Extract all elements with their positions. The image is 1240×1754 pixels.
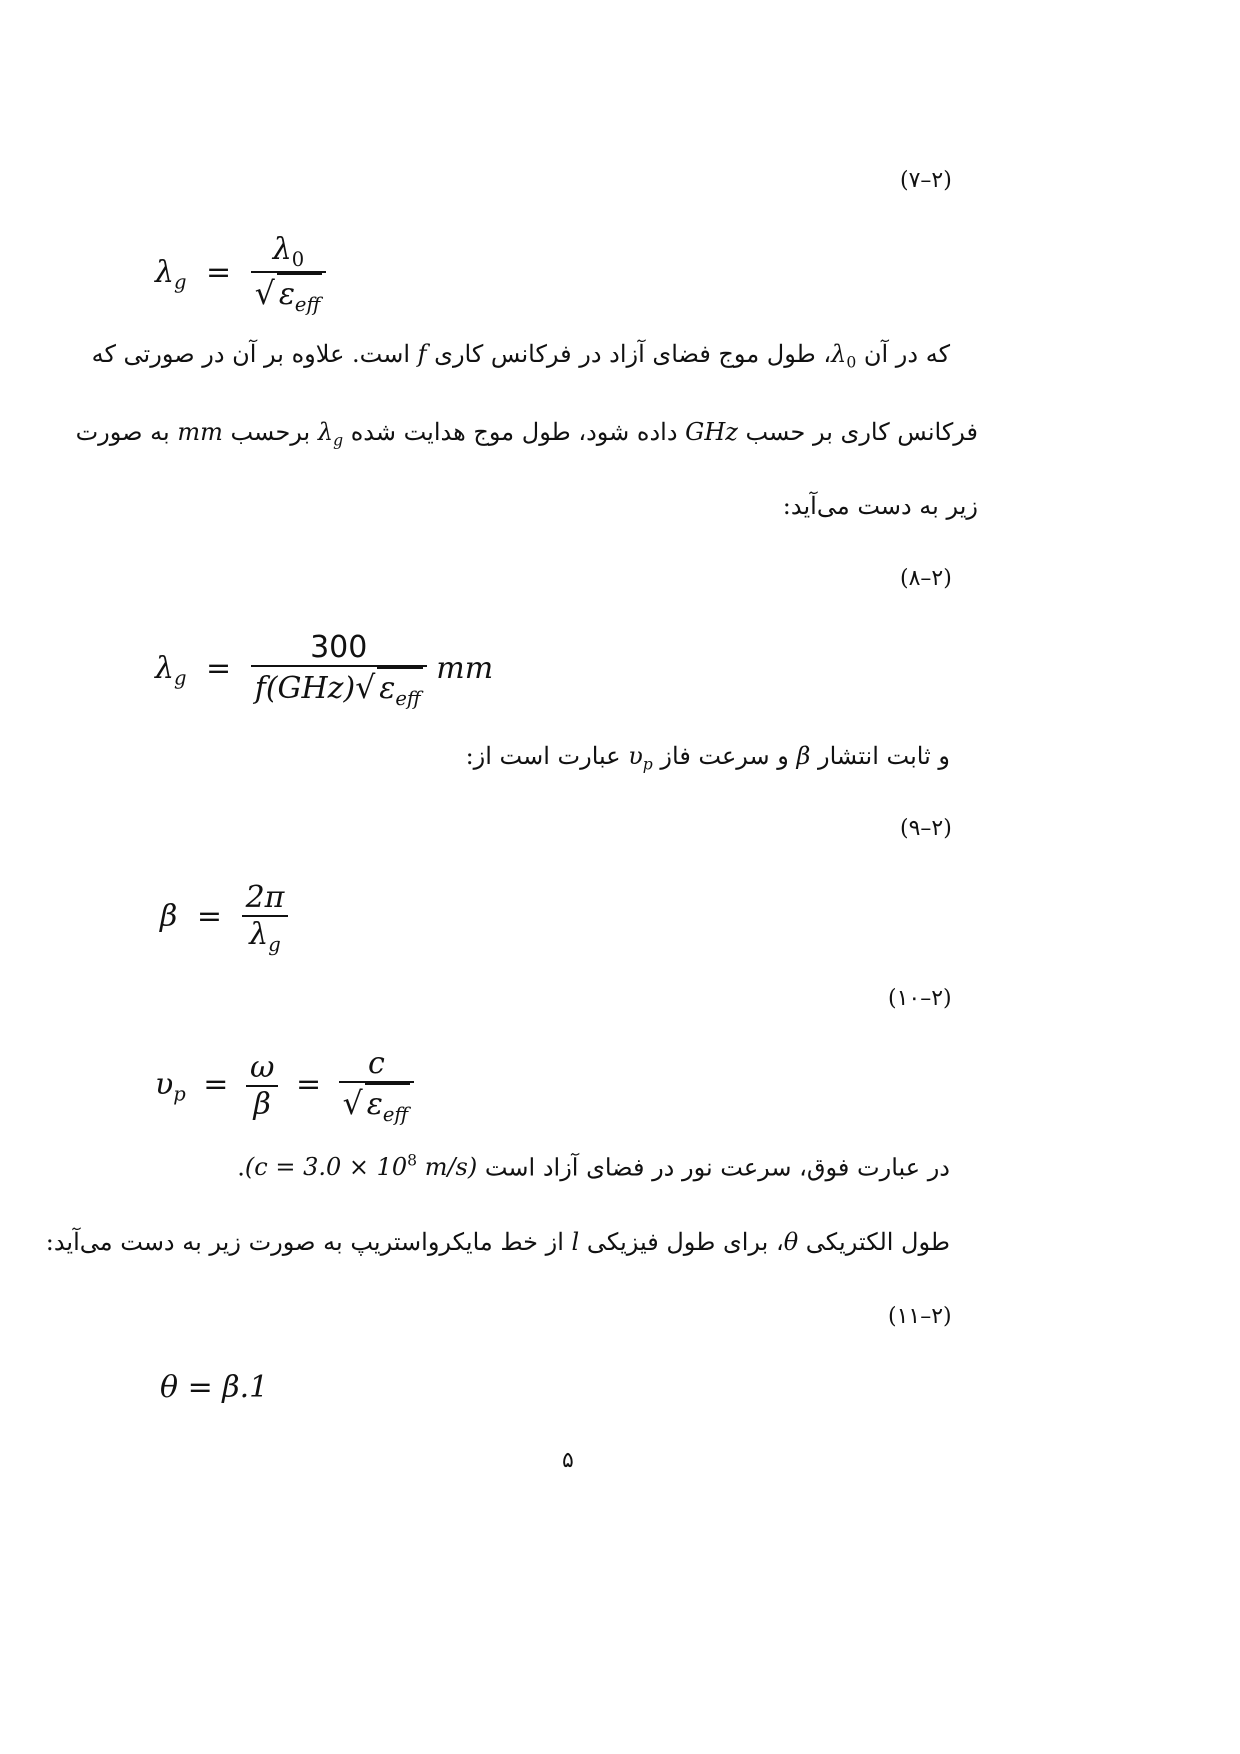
lambda0-sub: 0 <box>846 353 857 372</box>
sqrt-icon: √ <box>254 275 275 312</box>
eq10-num-1: ω <box>246 1050 278 1087</box>
eq10-den-eps-sub: eff <box>382 1102 409 1126</box>
vp-sub: p <box>642 755 653 774</box>
equation-9 <box>160 880 288 956</box>
lambda0-symbol: λ <box>831 340 847 368</box>
c-unit: m/s) <box>417 1153 478 1182</box>
eq8-den-eps-sub: eff <box>395 686 421 710</box>
eq10-fraction-1 <box>246 1050 278 1122</box>
sqrt-icon: √ <box>342 1086 363 1122</box>
eq7-num-sub: 0 <box>291 247 305 271</box>
ghz-symbol: GHz <box>685 418 738 446</box>
lambdag-sub: g <box>333 431 344 450</box>
paragraph-1-line-1 <box>92 340 950 371</box>
text-span: که در آن <box>856 340 950 368</box>
eq9-lhs: β <box>160 898 178 934</box>
vp-symbol: υ <box>628 742 643 770</box>
text-span: . <box>237 1153 245 1182</box>
equation-number-7: (۷–۲) <box>900 168 952 193</box>
eq8-den-a: f(GHz) <box>254 671 356 706</box>
eq8-lhs-sub: g <box>174 666 187 690</box>
page-number: ۵ <box>562 1448 574 1473</box>
eq7-equals: = <box>206 254 232 290</box>
equation-number-11: (۱۱–۲) <box>888 1304 952 1329</box>
text-span: عبارت است از: <box>465 742 629 770</box>
text-span: در عبارت فوق، سرعت نور در فضای آزاد است <box>477 1153 950 1182</box>
eq8-num: 300 <box>251 630 427 667</box>
lambdag-symbol: λ <box>317 418 334 446</box>
eq10-lhs-sub: p <box>173 1082 186 1106</box>
eq9-fraction <box>242 880 289 956</box>
text-span: ، برای طول فیزیکی <box>579 1228 784 1256</box>
theta-symbol: θ <box>783 1228 799 1256</box>
speed-of-light-expression <box>245 1153 477 1181</box>
f-symbol: f <box>417 340 427 368</box>
text-span: و سرعت فاز <box>652 742 797 770</box>
text-span: و ثابت انتشار <box>810 742 950 770</box>
text-span: برحسب <box>222 418 318 446</box>
eq7-num: λ <box>272 232 292 267</box>
c-expression: (c = 3.0 × 10 <box>244 1153 408 1182</box>
equation-number-8: (۸–۲) <box>900 566 952 591</box>
equation-11: θ = β.1 <box>160 1370 269 1405</box>
eq9-den: λ <box>249 917 269 952</box>
text-span: طول الکتریکی <box>798 1228 950 1256</box>
eq7-lhs: λ <box>155 254 175 290</box>
eq9-num: 2π <box>242 880 289 917</box>
paragraph-4 <box>46 1228 950 1256</box>
eq10-num-2: c <box>339 1046 415 1083</box>
equation-number-9: (۹–۲) <box>900 816 952 841</box>
equation-7 <box>155 232 326 316</box>
eq9-den-sub: g <box>268 932 281 956</box>
text-span: به صورت <box>75 418 178 446</box>
eq10-fraction-2 <box>339 1046 415 1126</box>
mm-symbol: mm <box>177 418 223 446</box>
text-span: ، طول موج فضای آزاد در فرکانس کاری <box>426 340 832 368</box>
eq7-den-eps: ε <box>278 276 295 312</box>
eq7-den-eps-sub: eff <box>294 292 321 316</box>
eq7-lhs-sub: g <box>174 270 187 294</box>
paragraph-3 <box>237 1152 950 1181</box>
eq8-fraction <box>251 630 427 710</box>
eq10-equals-1: = <box>203 1066 229 1102</box>
eq10-den-1: β <box>253 1086 271 1122</box>
text-span: داده شود، طول موج هدایت شده <box>343 418 686 446</box>
eq8-lhs: λ <box>155 650 175 686</box>
eq8-den-eps: ε <box>379 671 396 706</box>
beta-symbol: β <box>796 742 811 770</box>
eq7-fraction <box>251 232 327 316</box>
paragraph-1-line-2 <box>76 418 978 449</box>
text-span: از خط مایکرواستریپ به صورت زیر به دست می‌آید: <box>45 1228 572 1256</box>
paragraph-2 <box>466 742 950 773</box>
eq9-equals: = <box>196 898 223 934</box>
paragraph-1-line-3: زیر به دست می‌آید: <box>782 492 978 520</box>
eq10-equals-2: = <box>295 1066 322 1102</box>
sqrt-icon: √ <box>355 670 376 706</box>
eq10-den-eps: ε <box>366 1087 383 1122</box>
text-span: فرکانس کاری بر حسب <box>737 418 978 446</box>
text-span: است. علاوه بر آن در صورتی که <box>91 340 418 368</box>
l-symbol: l <box>571 1228 580 1256</box>
eq10-lhs: υ <box>155 1066 174 1102</box>
equation-10 <box>155 1046 414 1126</box>
equation-8 <box>155 630 493 710</box>
eq8-unit: mm <box>436 650 494 686</box>
equation-number-10: (۱۰–۲) <box>888 986 952 1011</box>
eq8-equals: = <box>206 650 232 686</box>
c-exponent: 8 <box>407 1152 418 1170</box>
